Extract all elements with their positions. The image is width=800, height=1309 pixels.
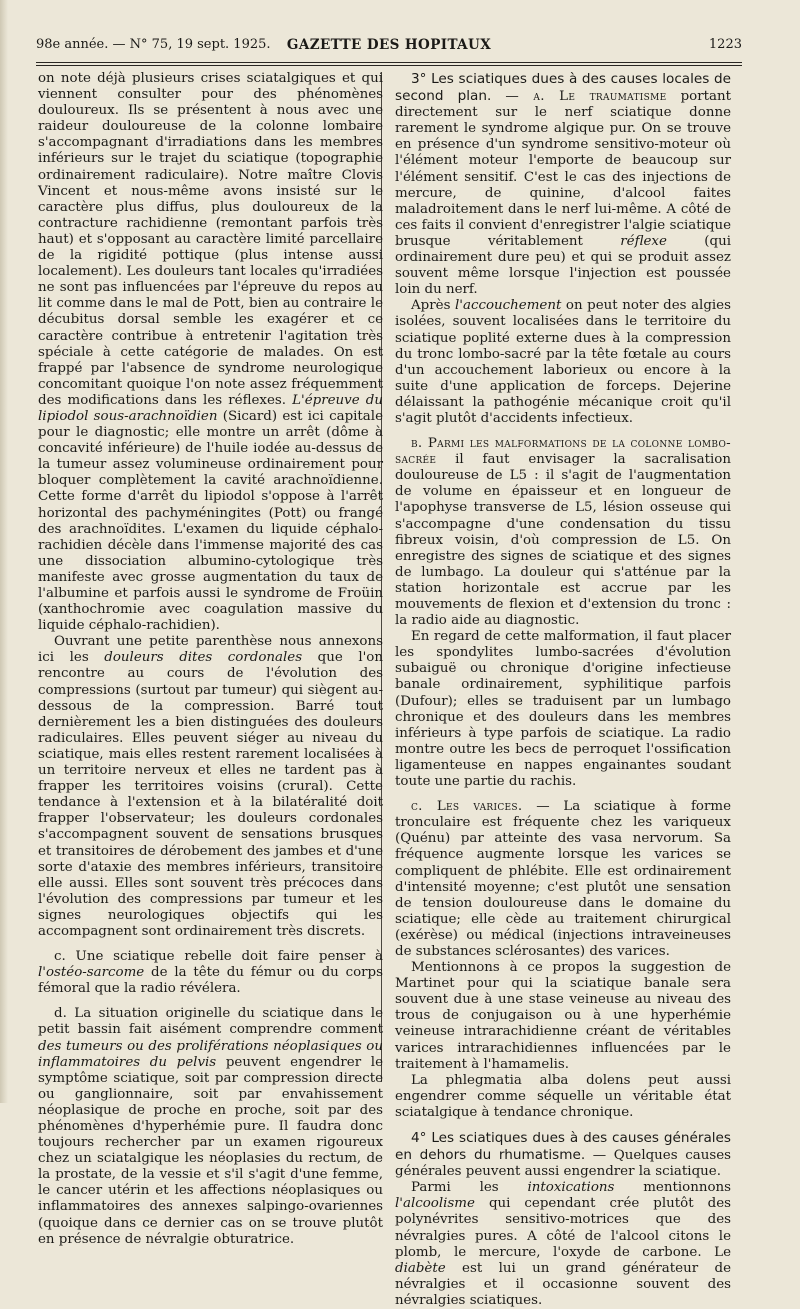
paragraph: Mentionnons à ce propos la suggestion de Martinet pour qui la sciatique banale sera souvent due à une stase veineuse au niveau des trous de conjugaison ou à une hyperhémie veineuse intrarachidienne créant de véritables varices intrarachidiennes influencées par le traitement à l'hamamelis. [395,960,731,1072]
paragraph: c. Les varices. — La sciatique à forme tronculaire est fréquente chez les variqueux (Quénu) par atteinte des vasa nervorum. Sa fréquence augmente lorsque les varices se compliquent de phlébite. Elle est ordinairement d'intensité moyenne; c'est plutôt une sensation de tension douloureuse dans le domaine du sciatique; elle cède au traitement chirurgical (exérèse) ou médical (injections intraveineuses de substances sclérosantes) des varices. [395,799,731,959]
paragraph: b. Parmi les malformations de la colonne lombo-sacrée il faut envisager la sacralisation douloureuse de L5 : il s'agit de l'augmentation de volume en épaisseur et en longueur de l'apophyse transverse de L5, lésion osseuse qui s'accompagne d'une condensation du tissu fibreux voisin, d'où compression de L5. On enregistre des signes de sciatique et des signes de lumbago. La douleur qui s'atténue par la station horizontale est accrue par les mouvements de flexion et d'extension du tronc : la radio aide au diagnostic. [395,436,731,629]
section-3: 3° Les sciatiques dues à des causes locales de second plan. — a. Le traumatisme portant directement sur le nerf sciatique donne rarement le syndrome algique pur. On se trouve en présence d'un syndrome sensitivo-moteur où l'élément moteur l'emporte de beaucoup sur l'élément sensitif. C'est le cas des injections de mercure, de quinine, d'alcool faites maladroitement dans le nerf lui-même. A côté de ces faits il convient d'enregistrer l'algie sciatique brusque véritablement réflexe (qui ordinairement dure peu) et qui se produit assez souvent même lorsque l'injection est poussée loin du nerf. [395,71,731,298]
paragraph: on note déjà plusieurs crises sciatalgiques et qui viennent consulter pour des phénomènes douloureux. Ils se présentent à nous avec une raideur douloureuse de la colonne lombaire s'accompagnant d'irradiations dans les membres inférieurs sur le trajet du sciatique (topographie ordinairement radiculaire). Notre maître Clovis Vincent et nous-même avons insisté sur le caractère plus diffus, plus douloureux de la contracture rachidienne (remontant parfois très haut) et s'opposant au caractère limité parcellaire de la rigidité pottique (plus intense aussi localement). Les douleurs tant locales qu'irradiées ne sont pas influencées par l'épreuve du repos au lit comme dans le mal de Pott, bien au contraire le décubitus dorsal semble les exagérer et ce caractère contribue à entretenir l'agitation très spéciale à cette catégorie de malades. On est frappé par l'absence de syndrome neurologique concomitant quoique l'on note assez fréquemment des modifications dans les réflexes. L'épreuve du lipiodol sous-arachnoïdien (Sicard) est ici capitale pour le diagnostic; elle montre un arrêt (dôme à concavité inférieure) de l'huile iodée au-dessus de la tumeur assez volumineuse ordinairement pour bloquer complètement la cavité arachnoïdienne. Cette forme d'arrêt du lipiodol s'oppose à l'arrêt horizontal des pachyméningites (Pott) ou frangé des arachnoïdites. L'examen du liquide céphalo-rachidien décèle dans l'immense majorité des cas une dissociation albumino-cytologique très manifeste avec grosse augmentation du taux de l'albumine et parfois aussi le syndrome de Froüin (xanthochromie avec coagulation massive du liquide céphalo-rachidien). [38,71,383,634]
right-column [395,71,731,1309]
page-number: 1223 [708,37,742,52]
left-column [38,71,383,1248]
journal-title: GAZETTE DES HOPITAUX [286,37,492,53]
issue-info: 98e année. — N° 75, 19 sept. 1925. [36,37,271,52]
section-heading: 4° Les sciatiques dues à des causes générales en dehors du rhumatisme. [395,1130,731,1164]
paragraph: Après l'accouchement on peut noter des algies isolées, souvent localisées dans le territoire du sciatique poplité externe dues à la compression du tronc lombo-sacré par la tête fœtale au cours d'un accouchement laborieux ou encore à la suite d'une application de forceps. Dejerine délaissant la pathogénie mécanique croit qu'il s'agit plutôt d'accidents infectieux. [395,298,731,426]
header-rule-thin [36,65,742,66]
page-header [36,34,742,56]
section-heading: 3° Les sciatiques dues à des causes locales de second plan. [395,71,731,105]
paragraph: d. La situation originelle du sciatique dans le petit bassin fait aisément comprendre comment des tumeurs ou des proliférations néoplasiques ou inflammatoires du pelvis peuvent engendrer le symptôme sciatique, soit par compression directe ou ganglionnaire, soit par envahissement néoplasique de proche en proche, soit par des phénomènes d'hyperhémie pure. Il faudra donc toujours rechercher par un examen rigoureux chez un sciatalgique les néoplasies du rectum, de la prostate, de la vessie et s'il s'agit d'une femme, le cancer utérin et les affections néoplasiques ou inflammatoires des annexes salpingo-ovariennes (quoique dans ce dernier cas on se trouve plutôt en présence de névralgie obturatrice. [38,1006,383,1247]
page-edge [0,0,8,1103]
paragraph: La phlegmatia alba dolens peut aussi engendrer comme séquelle un véritable état sciatalgique à tendance chronique. [395,1072,731,1120]
paragraph: c. Une sciatique rebelle doit faire penser à l'ostéo-sarcome de la tête du fémur ou du corps fémoral que la radio révélera. [38,949,383,997]
header-rule [36,62,742,63]
paragraph: Parmi les intoxications mentionnons l'alcoolisme qui cependant crée plutôt des polynévrites sensitivo-motrices que des névralgies pures. A côté de l'alcool citons le plomb, le mercure, l'oxyde de carbone. Le diabète est lui un grand générateur de névralgies et il occasionne souvent des névralgies sciatiques. [395,1180,731,1308]
paragraph: En regard de cette malformation, il faut placer les spondylites lumbo-sacrées d'évolution subaiguë ou chronique d'origine infectieuse banale ordinairement, syphilitique parfois (Dufour); elles se traduisent par un lumbago chronique et des douleurs dans les membres inférieurs à type parfois de sciatique. La radio montre outre les becs de perroquet l'ossification ligamenteuse en nappes engainantes soudant toute une partie du rachis. [395,629,731,790]
section-4: 4° Les sciatiques dues à des causes générales en dehors du rhumatisme. — Quelques causes générales peuvent aussi engendrer la sciatique. [395,1130,731,1180]
paragraph: Ouvrant une petite parenthèse nous annexons ici les douleurs dites cordonales que l'on rencontre au cours de l'évolution des compressions (surtout par tumeur) qui siègent au-dessous de la compression. Barré tout dernièrement les a bien distinguées des douleurs radiculaires. Elles peuvent siéger au niveau du sciatique, mais elles restent rarement localisées à un territoire nerveux et elles ne tardent pas à frapper les territoires voisins (crural). Cette tendance à l'extension et à la bilatéralité doit frapper l'observateur; les douleurs cordonales s'accompagnent souvent de sensations brusques et transitoires de dérobement des jambes et d'une sorte d'ataxie des membres inférieurs, transitoire elle aussi. Elles sont souvent très précoces dans l'évolution des compressions par tumeur et les signes neurologiques objectifs qui les accompagnent sont ordinairement très discrets. [38,634,383,939]
